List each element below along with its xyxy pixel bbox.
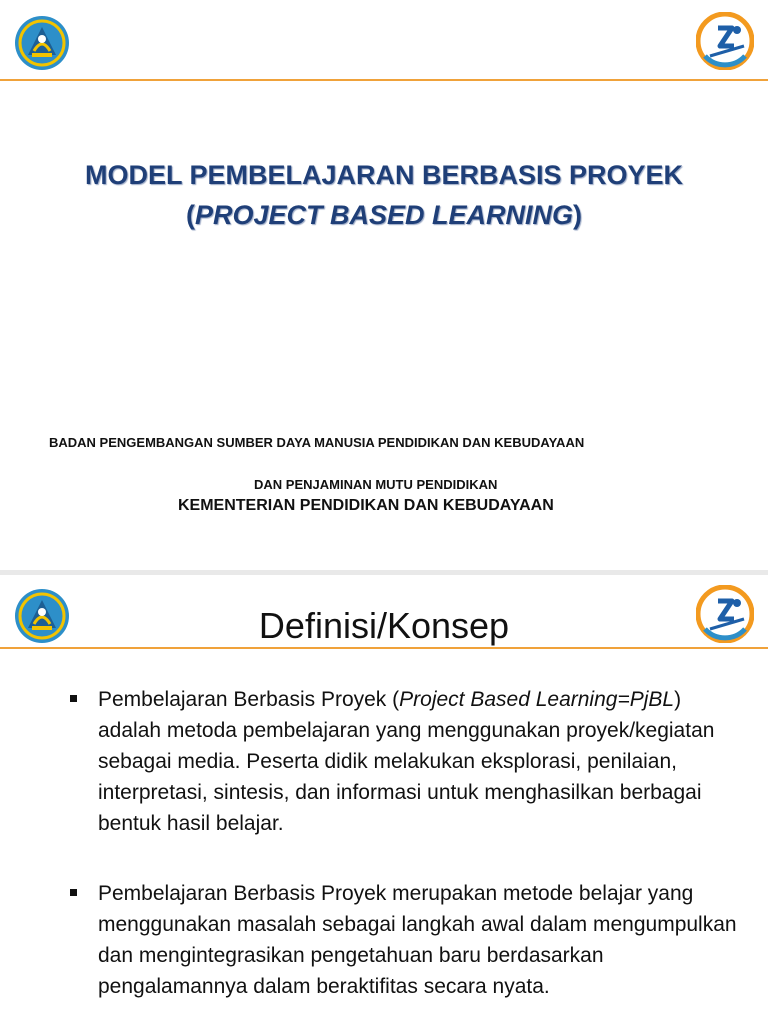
org-line3: KEMENTERIAN PENDIDIKAN DAN KEBUDAYAAN	[178, 497, 554, 514]
kurikulum-2013-logo-icon	[696, 12, 754, 70]
bullet-square-icon	[70, 889, 77, 896]
slide-title-line2: (PROJECT BASED LEARNING)	[185, 200, 583, 230]
slide-title: Definisi/Konsep	[258, 605, 510, 646]
org-line1: BADAN PENGEMBANGAN SUMBER DAYA MANUSIA PENDIDIKAN DAN KEBUDAYAAN	[49, 435, 585, 450]
header-rule	[0, 647, 768, 649]
definition-slide	[0, 575, 768, 1024]
bullet-item-1	[70, 684, 740, 839]
org-line2: DAN PENJAMINAN MUTU PENDIDIKAN	[254, 477, 498, 492]
bullet-1-text: Pembelajaran Berbasis Proyek (Project Based Learning=PjBL) adalah metoda pembelajaran yang menggunakan proyek/kegiatan sebagai media. Peserta didik melakukan eksplorasi, penilaian, interpretasi, sintesis, dan informasi untuk menghasilkan berbagai bentuk hasil belajar.	[98, 688, 715, 835]
tut-wuri-handayani-emblem-icon	[14, 15, 70, 71]
bullet-1-italic: Project Based Learning=PjBL	[399, 688, 675, 711]
bullet-2-text: Pembelajaran Berbasis Proyek merupakan metode belajar yang menggunakan masalah sebagai langkah awal dalam mengumpulkan dan mengintegrasikan pengetahuan baru berdasarkan pengalamannya dalam beraktifitas secara nyata.	[98, 882, 737, 998]
bullet-item-2	[70, 878, 740, 1002]
header-rule	[0, 79, 768, 81]
title-italic: PROJECT BASED LEARNING	[194, 200, 574, 230]
slide-title-line1: MODEL PEMBELAJARAN BERBASIS PROYEK	[84, 160, 684, 190]
bullet-square-icon	[70, 695, 77, 702]
